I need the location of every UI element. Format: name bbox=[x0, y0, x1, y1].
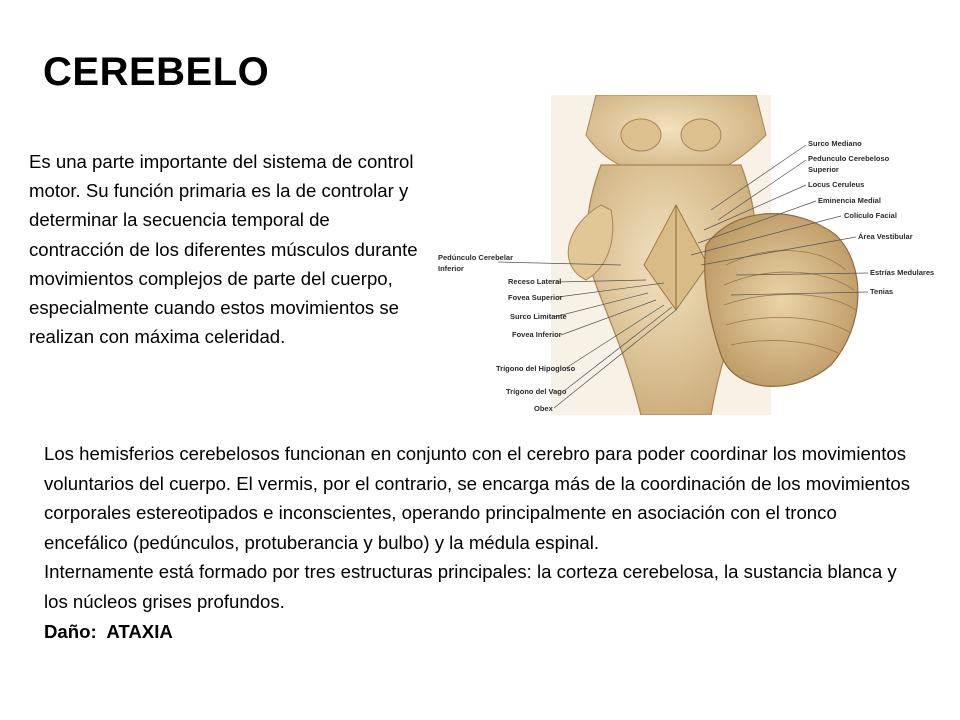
label-trigono-hipogloso: Trígono del Hipogloso bbox=[496, 364, 576, 373]
label-locus-ceruleus: Locus Ceruleus bbox=[808, 180, 865, 189]
label-surco-limitante: Surco Limitante bbox=[510, 312, 567, 321]
label-surco-mediano: Surco Mediano bbox=[808, 139, 862, 148]
brainstem-diagram bbox=[436, 95, 960, 415]
label-estrias-medulares: Estrías Medulares bbox=[870, 268, 935, 277]
label-fovea-inferior: Fovea Inferior bbox=[512, 330, 562, 339]
cerebellum-illustration bbox=[436, 95, 960, 415]
label-area-vestibular: Área Vestibular bbox=[858, 232, 913, 241]
label-coliculo-facial: Colículo Facial bbox=[844, 211, 897, 220]
damage-line bbox=[44, 617, 924, 647]
label-receso-lateral: Receso Lateral bbox=[508, 277, 562, 286]
label-pedunculo-inferior-1: Pedúnculo Cerebelar bbox=[438, 253, 514, 262]
hemispheres-paragraph: Los hemisferios cerebelosos funcionan en conjunto con el cerebro para poder coordinar los movimientos voluntarios del cuerpo. El vermis, por el contrario, se encarga más de la coordinación de los movimientos corporales estereotipados e inconscientes, operando principalmente en asociación con el tronco encefálico (pedúnculos, protuberancia y bulbo) y la médula espinal. bbox=[44, 443, 911, 553]
label-trigono-vago: Trígono del Vago bbox=[506, 387, 567, 396]
label-obex: Obex bbox=[534, 404, 553, 413]
colliculus-left bbox=[621, 119, 661, 151]
damage-value: ATAXIA bbox=[106, 620, 173, 642]
structure-paragraph: Internamente está formado por tres estructuras principales: la corteza cerebelosa, la sustancia blanca y los núcleos grises profundos. bbox=[44, 561, 897, 612]
label-pedunculo-superior-1: Pedunculo Cerebeloso bbox=[808, 154, 890, 163]
label-eminencia-medial: Eminencia Medial bbox=[818, 196, 881, 205]
label-pedunculo-inferior-2: Inferior bbox=[438, 264, 464, 273]
body-text bbox=[44, 439, 924, 646]
damage-label: Daño: bbox=[44, 620, 97, 642]
label-fovea-superior: Fovea Superior bbox=[508, 293, 563, 302]
label-pedunculo-superior-2: Superior bbox=[808, 165, 839, 174]
slide-title: CEREBELO bbox=[43, 50, 270, 94]
label-tenias: Tenias bbox=[870, 287, 894, 296]
intro-paragraph: Es una parte importante del sistema de control motor. Su función primaria es la de controlar y determinar la secuencia temporal de contracción de los diferentes músculos durante movimientos complejos de parte del cuerpo, especialmente cuando estos movimientos se realizan con máxima celeridad. bbox=[29, 151, 418, 348]
colliculus-right bbox=[681, 119, 721, 151]
